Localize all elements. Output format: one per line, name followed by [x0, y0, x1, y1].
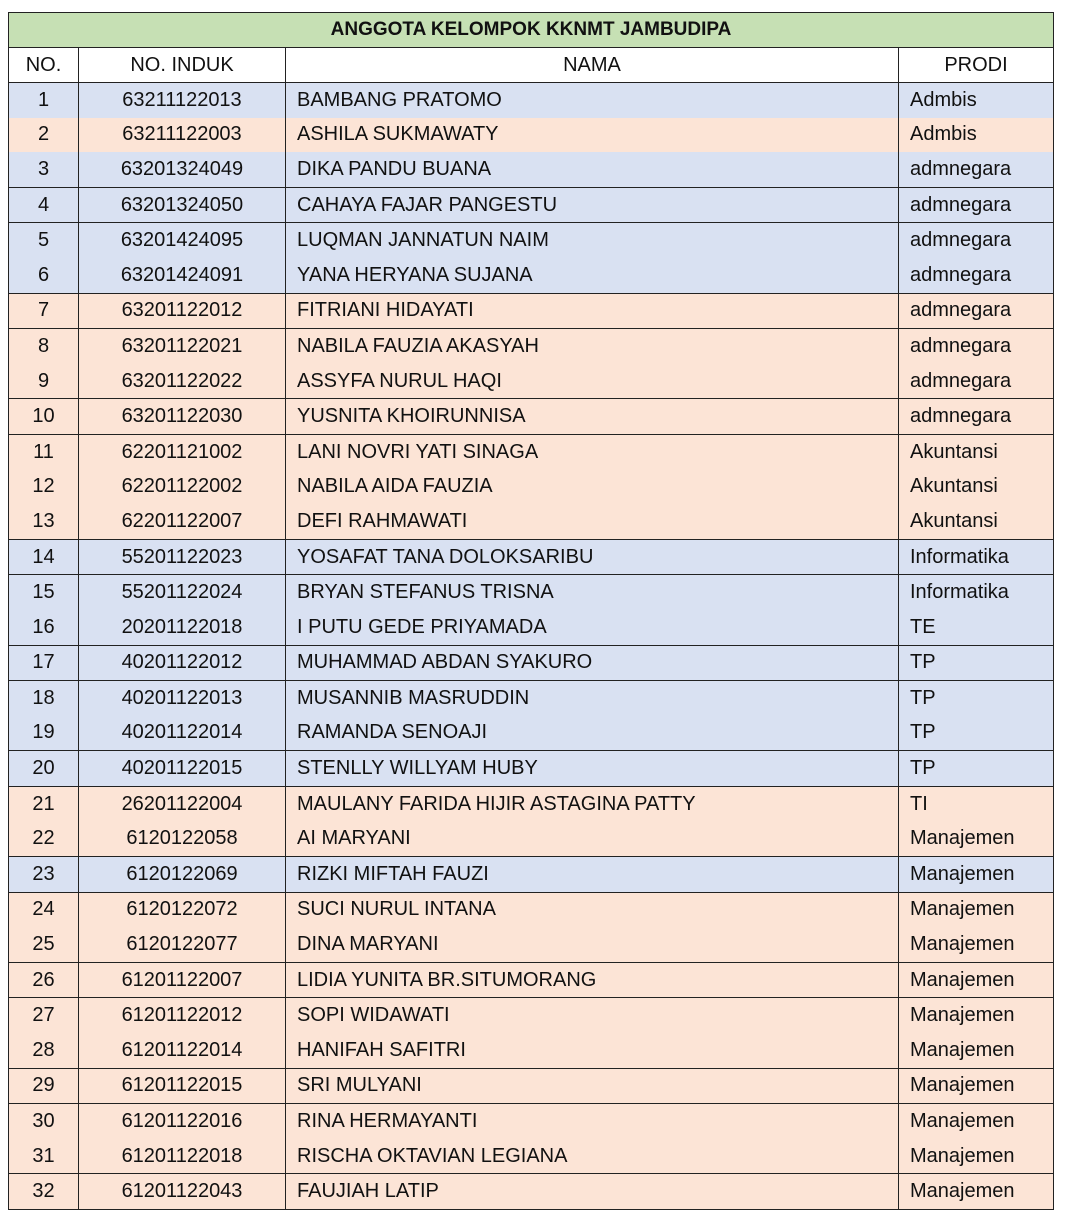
student-name: SRI MULYANI: [286, 1068, 899, 1104]
column-header-prodi: PRODI: [899, 48, 1054, 83]
student-id: 63201122030: [79, 399, 286, 435]
student-name: RAMANDA SENOAJI: [286, 716, 899, 751]
study-program: Informatika: [899, 539, 1054, 575]
table-row: [9, 998, 1054, 1033]
table-row: [9, 399, 1054, 435]
student-id: 62201122002: [79, 470, 286, 505]
study-program: Manajemen: [899, 1139, 1054, 1174]
row-number: 4: [9, 187, 79, 223]
table-row: [9, 645, 1054, 681]
student-name: NABILA AIDA FAUZIA: [286, 470, 899, 505]
study-program: Akuntansi: [899, 434, 1054, 469]
student-name: BRYAN STEFANUS TRISNA: [286, 575, 899, 610]
study-program: TI: [899, 786, 1054, 821]
row-number: 1: [9, 83, 79, 118]
student-id: 61201122012: [79, 998, 286, 1033]
row-number: 32: [9, 1174, 79, 1210]
row-number: 9: [9, 364, 79, 399]
study-program: TP: [899, 716, 1054, 751]
student-name: RIZKI MIFTAH FAUZI: [286, 857, 899, 893]
title-row: [9, 13, 1054, 48]
student-name: ASHILA SUKMAWATY: [286, 118, 899, 153]
student-id: 61201122015: [79, 1068, 286, 1104]
row-number: 21: [9, 786, 79, 821]
row-number: 3: [9, 152, 79, 187]
row-number: 14: [9, 539, 79, 575]
student-name: FITRIANI HIDAYATI: [286, 293, 899, 329]
table-row: [9, 786, 1054, 821]
table-row: [9, 1033, 1054, 1068]
member-table: [8, 12, 1054, 1210]
table-row: [9, 1104, 1054, 1139]
student-name: MUSANNIB MASRUDDIN: [286, 681, 899, 716]
table-row: [9, 681, 1054, 716]
study-program: Admbis: [899, 83, 1054, 118]
study-program: admnegara: [899, 223, 1054, 258]
table-row: [9, 610, 1054, 645]
table-row: [9, 539, 1054, 575]
student-name: MUHAMMAD ABDAN SYAKURO: [286, 645, 899, 681]
table-row: [9, 504, 1054, 539]
table-row: [9, 1068, 1054, 1104]
row-number: 20: [9, 751, 79, 787]
student-id: 26201122004: [79, 786, 286, 821]
study-program: Manajemen: [899, 962, 1054, 998]
student-name: AI MARYANI: [286, 821, 899, 856]
table-row: [9, 152, 1054, 187]
study-program: Manajemen: [899, 927, 1054, 962]
student-id: 63201122012: [79, 293, 286, 329]
student-id: 6120122072: [79, 892, 286, 927]
study-program: TP: [899, 681, 1054, 716]
student-name: LUQMAN JANNATUN NAIM: [286, 223, 899, 258]
row-number: 10: [9, 399, 79, 435]
study-program: Manajemen: [899, 821, 1054, 856]
row-number: 5: [9, 223, 79, 258]
table-row: [9, 223, 1054, 258]
student-name: BAMBANG PRATOMO: [286, 83, 899, 118]
row-number: 26: [9, 962, 79, 998]
student-id: 62201121002: [79, 434, 286, 469]
student-id: 20201122018: [79, 610, 286, 645]
table-row: [9, 329, 1054, 364]
row-number: 25: [9, 927, 79, 962]
table-row: [9, 434, 1054, 469]
student-name: SUCI NURUL INTANA: [286, 892, 899, 927]
student-name: HANIFAH SAFITRI: [286, 1033, 899, 1068]
study-program: admnegara: [899, 293, 1054, 329]
student-id: 61201122016: [79, 1104, 286, 1139]
row-number: 15: [9, 575, 79, 610]
study-program: Manajemen: [899, 1033, 1054, 1068]
study-program: TE: [899, 610, 1054, 645]
row-number: 13: [9, 504, 79, 539]
student-id: 6120122058: [79, 821, 286, 856]
table-row: [9, 364, 1054, 399]
table-row: [9, 293, 1054, 329]
table-row: [9, 1139, 1054, 1174]
student-id: 40201122014: [79, 716, 286, 751]
student-name: NABILA FAUZIA AKASYAH: [286, 329, 899, 364]
study-program: Manajemen: [899, 857, 1054, 893]
student-name: LIDIA YUNITA BR.SITUMORANG: [286, 962, 899, 998]
table-row: [9, 1174, 1054, 1210]
table-row: [9, 892, 1054, 927]
table-row: [9, 751, 1054, 787]
study-program: Informatika: [899, 575, 1054, 610]
student-name: FAUJIAH LATIP: [286, 1174, 899, 1210]
study-program: TP: [899, 751, 1054, 787]
table-row: [9, 962, 1054, 998]
study-program: Akuntansi: [899, 504, 1054, 539]
row-number: 29: [9, 1068, 79, 1104]
table-row: [9, 118, 1054, 153]
student-id: 63201324050: [79, 187, 286, 223]
student-id: 55201122023: [79, 539, 286, 575]
table-row: [9, 927, 1054, 962]
row-number: 28: [9, 1033, 79, 1068]
header-row: [9, 48, 1054, 83]
student-name: RISCHA OKTAVIAN LEGIANA: [286, 1139, 899, 1174]
study-program: Manajemen: [899, 998, 1054, 1033]
student-name: DEFI RAHMAWATI: [286, 504, 899, 539]
study-program: admnegara: [899, 152, 1054, 187]
table-row: [9, 83, 1054, 118]
table-row: [9, 187, 1054, 223]
table-body: [9, 83, 1054, 1210]
student-name: RINA HERMAYANTI: [286, 1104, 899, 1139]
study-program: admnegara: [899, 187, 1054, 223]
student-id: 40201122015: [79, 751, 286, 787]
student-id: 63201122021: [79, 329, 286, 364]
student-id: 61201122007: [79, 962, 286, 998]
study-program: Manajemen: [899, 1174, 1054, 1210]
row-number: 27: [9, 998, 79, 1033]
student-id: 63211122013: [79, 83, 286, 118]
student-id: 61201122014: [79, 1033, 286, 1068]
student-id: 62201122007: [79, 504, 286, 539]
row-number: 16: [9, 610, 79, 645]
row-number: 24: [9, 892, 79, 927]
student-id: 61201122018: [79, 1139, 286, 1174]
row-number: 8: [9, 329, 79, 364]
student-id: 63201424095: [79, 223, 286, 258]
table-row: [9, 716, 1054, 751]
row-number: 18: [9, 681, 79, 716]
student-id: 63201324049: [79, 152, 286, 187]
student-name: CAHAYA FAJAR PANGESTU: [286, 187, 899, 223]
member-table-sheet: [8, 12, 1053, 1210]
study-program: admnegara: [899, 364, 1054, 399]
column-header-nama: NAMA: [286, 48, 899, 83]
student-id: 63201122022: [79, 364, 286, 399]
study-program: admnegara: [899, 399, 1054, 435]
student-name: DINA MARYANI: [286, 927, 899, 962]
row-number: 30: [9, 1104, 79, 1139]
table-row: [9, 857, 1054, 893]
student-id: 40201122013: [79, 681, 286, 716]
student-name: MAULANY FARIDA HIJIR ASTAGINA PATTY: [286, 786, 899, 821]
table-row: [9, 470, 1054, 505]
study-program: Manajemen: [899, 892, 1054, 927]
student-id: 6120122077: [79, 927, 286, 962]
row-number: 17: [9, 645, 79, 681]
student-name: LANI NOVRI YATI SINAGA: [286, 434, 899, 469]
study-program: Akuntansi: [899, 470, 1054, 505]
table-row: [9, 258, 1054, 293]
column-header-no: NO.: [9, 48, 79, 83]
row-number: 6: [9, 258, 79, 293]
student-id: 6120122069: [79, 857, 286, 893]
table-title: ANGGOTA KELOMPOK KKNMT JAMBUDIPA: [9, 13, 1054, 48]
student-name: ASSYFA NURUL HAQI: [286, 364, 899, 399]
column-header-induk: NO. INDUK: [79, 48, 286, 83]
table-row: [9, 575, 1054, 610]
study-program: Manajemen: [899, 1068, 1054, 1104]
study-program: admnegara: [899, 258, 1054, 293]
row-number: 31: [9, 1139, 79, 1174]
row-number: 11: [9, 434, 79, 469]
student-name: YOSAFAT TANA DOLOKSARIBU: [286, 539, 899, 575]
study-program: admnegara: [899, 329, 1054, 364]
student-id: 63211122003: [79, 118, 286, 153]
row-number: 23: [9, 857, 79, 893]
student-name: STENLLY WILLYAM HUBY: [286, 751, 899, 787]
study-program: TP: [899, 645, 1054, 681]
study-program: Manajemen: [899, 1104, 1054, 1139]
row-number: 2: [9, 118, 79, 153]
study-program: Admbis: [899, 118, 1054, 153]
row-number: 12: [9, 470, 79, 505]
student-name: YANA HERYANA SUJANA: [286, 258, 899, 293]
student-id: 55201122024: [79, 575, 286, 610]
student-name: SOPI WIDAWATI: [286, 998, 899, 1033]
student-id: 63201424091: [79, 258, 286, 293]
row-number: 7: [9, 293, 79, 329]
row-number: 22: [9, 821, 79, 856]
student-name: DIKA PANDU BUANA: [286, 152, 899, 187]
student-id: 40201122012: [79, 645, 286, 681]
student-name: YUSNITA KHOIRUNNISA: [286, 399, 899, 435]
row-number: 19: [9, 716, 79, 751]
table-row: [9, 821, 1054, 856]
student-id: 61201122043: [79, 1174, 286, 1210]
student-name: I PUTU GEDE PRIYAMADA: [286, 610, 899, 645]
